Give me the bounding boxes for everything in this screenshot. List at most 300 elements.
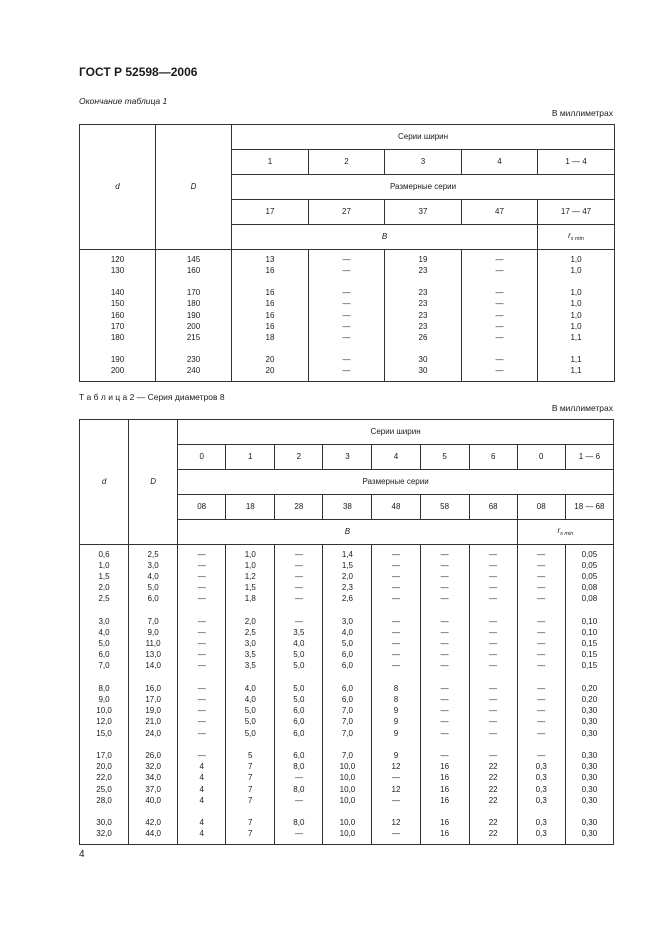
- table-cell: —: [178, 717, 226, 728]
- table-cell: —: [517, 560, 565, 571]
- table-cell: 20: [232, 366, 309, 377]
- table-cell: 5,0: [275, 694, 323, 705]
- table-cell: —: [309, 321, 385, 332]
- spacer-cell: [309, 344, 385, 355]
- table-cell: —: [275, 616, 323, 627]
- table-cell: 9: [372, 728, 420, 739]
- spacer-cell: [156, 344, 232, 355]
- spacer-cell: [309, 377, 385, 382]
- table-row: [80, 650, 614, 661]
- table-cell: 7,0: [323, 750, 372, 761]
- table-row: [80, 254, 615, 265]
- table-cell: 17,0: [129, 694, 178, 705]
- table-cell: 16: [420, 773, 469, 784]
- header-width-value: 1: [232, 150, 309, 175]
- table-cell: 2,3: [323, 583, 372, 594]
- table-cell: —: [469, 594, 517, 605]
- table-cell: 4: [178, 762, 226, 773]
- table-cell: 8: [372, 694, 420, 705]
- table-cell: 2,5: [226, 627, 275, 638]
- header-dimension-value: 38: [323, 495, 372, 520]
- table-row: [80, 560, 614, 571]
- table-cell: 190: [156, 310, 232, 321]
- table-cell: —: [462, 366, 538, 377]
- table-cell: 16: [232, 265, 309, 276]
- header-dimension-value: 68: [469, 495, 517, 520]
- table-cell: 2,0: [80, 583, 129, 594]
- spacer-cell: [275, 672, 323, 683]
- table-cell: 1,0: [538, 310, 615, 321]
- table-cell: 30: [385, 366, 462, 377]
- header-width-series: Серии ширин: [178, 420, 614, 445]
- table-cell: 16,0: [129, 683, 178, 694]
- table-cell: 2,5: [129, 549, 178, 560]
- spacer-cell: [385, 377, 462, 382]
- table-cell: 1,8: [226, 594, 275, 605]
- table-cell: 16: [232, 288, 309, 299]
- header-dimension-value: 28: [275, 495, 323, 520]
- table-cell: 4: [178, 829, 226, 840]
- spacer-cell: [517, 739, 565, 750]
- table-cell: 130: [80, 265, 156, 276]
- table-cell: —: [275, 795, 323, 806]
- table-cell: 10,0: [323, 829, 372, 840]
- table-cell: 4,0: [80, 627, 129, 638]
- table-row: [80, 355, 615, 366]
- header-width-value: 1 — 4: [538, 150, 615, 175]
- spacer-cell: [517, 806, 565, 817]
- spacer-cell: [565, 806, 613, 817]
- table-cell: 18: [232, 332, 309, 343]
- table-cell: 5,0: [226, 706, 275, 717]
- table-row: [80, 332, 615, 343]
- table-cell: 120: [80, 254, 156, 265]
- spacer-cell: [517, 840, 565, 845]
- table-cell: 1,0: [226, 560, 275, 571]
- table-cell: —: [309, 355, 385, 366]
- table-cell: 1,1: [538, 355, 615, 366]
- table-cell: 0,3: [517, 795, 565, 806]
- table-cell: —: [517, 571, 565, 582]
- table-cell: —: [420, 694, 469, 705]
- header-width-value: 2: [309, 150, 385, 175]
- table2-caption: Т а б л и ц а 2 — Серия диаметров 8: [79, 392, 225, 402]
- table-row: [80, 616, 614, 627]
- table-cell: 2,5: [80, 594, 129, 605]
- table-cell: 10,0: [323, 795, 372, 806]
- table-cell: —: [462, 288, 538, 299]
- table-cell: —: [178, 549, 226, 560]
- table-cell: 7,0: [129, 616, 178, 627]
- table-cell: 7: [226, 773, 275, 784]
- table-cell: 25,0: [80, 784, 129, 795]
- table-cell: 16: [420, 762, 469, 773]
- table-cell: —: [517, 650, 565, 661]
- table-cell: —: [469, 694, 517, 705]
- table-cell: —: [420, 560, 469, 571]
- table-cell: —: [517, 694, 565, 705]
- table-cell: 6,0: [323, 650, 372, 661]
- table-cell: 7,0: [323, 706, 372, 717]
- table-cell: 200: [156, 321, 232, 332]
- table-cell: 170: [80, 321, 156, 332]
- table-cell: —: [469, 683, 517, 694]
- table-cell: 19,0: [129, 706, 178, 717]
- table-cell: 3,5: [275, 627, 323, 638]
- header-width-value: 0: [517, 445, 565, 470]
- table-row: [80, 706, 614, 717]
- spacer-cell: [538, 377, 615, 382]
- spacer-cell: [385, 344, 462, 355]
- table-cell: 6,0: [129, 594, 178, 605]
- table-cell: 6,0: [275, 717, 323, 728]
- table-cell: 0,3: [517, 762, 565, 773]
- spacer-cell: [226, 806, 275, 817]
- table-cell: 180: [80, 332, 156, 343]
- table-cell: 20: [232, 355, 309, 366]
- spacer-cell: [178, 605, 226, 616]
- table-cell: 8,0: [275, 762, 323, 773]
- table-cell: —: [372, 829, 420, 840]
- header-dimension-value: 17: [232, 200, 309, 225]
- table-row: [80, 773, 614, 784]
- header-dimension-value: 58: [420, 495, 469, 520]
- table-cell: —: [372, 795, 420, 806]
- table-cell: —: [309, 265, 385, 276]
- table-cell: 22: [469, 773, 517, 784]
- table-cell: 0,30: [565, 829, 613, 840]
- header-dimension-value: 08: [178, 495, 226, 520]
- table-cell: 23: [385, 321, 462, 332]
- table-row: [80, 728, 614, 739]
- table-cell: 145: [156, 254, 232, 265]
- table-cell: 0,6: [80, 549, 129, 560]
- table-cell: 5,0: [275, 683, 323, 694]
- header-dimension-value: 08: [517, 495, 565, 520]
- spacer-cell: [469, 672, 517, 683]
- table-cell: 8,0: [275, 818, 323, 829]
- table-row: [80, 265, 615, 276]
- table-cell: 0,3: [517, 818, 565, 829]
- table-cell: 5: [226, 750, 275, 761]
- table-cell: 0,15: [565, 661, 613, 672]
- header-d: d: [80, 125, 156, 250]
- table-cell: —: [275, 583, 323, 594]
- table-cell: 1,0: [538, 265, 615, 276]
- header-dimension-series: Размерные серии: [178, 470, 614, 495]
- table-cell: 4,0: [129, 571, 178, 582]
- table-cell: 7,0: [80, 661, 129, 672]
- table-cell: —: [372, 627, 420, 638]
- table-cell: 4: [178, 818, 226, 829]
- spacer-cell: [129, 605, 178, 616]
- spacer-cell: [565, 840, 613, 845]
- table-cell: 240: [156, 366, 232, 377]
- spacer-cell: [372, 739, 420, 750]
- table-cell: 16: [232, 299, 309, 310]
- table-cell: 0,30: [565, 762, 613, 773]
- table2: [79, 419, 614, 845]
- table-cell: 3,0: [80, 616, 129, 627]
- table-cell: 12: [372, 818, 420, 829]
- table-cell: —: [275, 773, 323, 784]
- spacer-cell: [178, 672, 226, 683]
- table-cell: 1,0: [226, 549, 275, 560]
- table-cell: —: [517, 639, 565, 650]
- table-cell: —: [517, 594, 565, 605]
- table-cell: 20,0: [80, 762, 129, 773]
- spacer-cell: [80, 806, 129, 817]
- table-row: [80, 661, 614, 672]
- header-dimension-value: 18 — 68: [565, 495, 613, 520]
- table-cell: 32,0: [80, 829, 129, 840]
- table-cell: —: [372, 639, 420, 650]
- header-width-value: 5: [420, 445, 469, 470]
- table-cell: —: [469, 571, 517, 582]
- table-cell: 17,0: [80, 750, 129, 761]
- table-cell: 150: [80, 299, 156, 310]
- table-cell: 40,0: [129, 795, 178, 806]
- header-dimension-value: 47: [462, 200, 538, 225]
- table-cell: —: [469, 650, 517, 661]
- table-cell: 1,0: [538, 299, 615, 310]
- table-cell: —: [517, 717, 565, 728]
- table-cell: —: [517, 706, 565, 717]
- table-cell: 13: [232, 254, 309, 265]
- table-cell: —: [469, 717, 517, 728]
- spacer-cell: [129, 806, 178, 817]
- table-cell: 16: [420, 829, 469, 840]
- spacer-cell: [275, 806, 323, 817]
- table-cell: —: [420, 683, 469, 694]
- table-cell: 9,0: [80, 694, 129, 705]
- spacer-cell: [323, 840, 372, 845]
- table-cell: —: [462, 299, 538, 310]
- table-cell: 0,3: [517, 829, 565, 840]
- spacer-cell: [80, 672, 129, 683]
- table-cell: —: [275, 594, 323, 605]
- table-cell: 2,0: [323, 571, 372, 582]
- spacer-cell: [372, 672, 420, 683]
- table-row: [80, 639, 614, 650]
- table-row: [80, 627, 614, 638]
- spacer-cell: [323, 739, 372, 750]
- table-cell: 0,30: [565, 773, 613, 784]
- table-row: [80, 583, 614, 594]
- spacer-cell: [226, 605, 275, 616]
- table-cell: —: [178, 661, 226, 672]
- table-cell: 12: [372, 784, 420, 795]
- table-cell: 14,0: [129, 661, 178, 672]
- table-cell: 23: [385, 265, 462, 276]
- table-cell: 13,0: [129, 650, 178, 661]
- header-dimension-value: 18: [226, 495, 275, 520]
- table-cell: 7: [226, 818, 275, 829]
- table-cell: —: [309, 310, 385, 321]
- table-cell: 7: [226, 784, 275, 795]
- table-cell: 170: [156, 288, 232, 299]
- table-cell: —: [517, 683, 565, 694]
- table-cell: 0,08: [565, 583, 613, 594]
- spacer-cell: [178, 806, 226, 817]
- table-row: [80, 694, 614, 705]
- table-cell: 1,4: [323, 549, 372, 560]
- table-cell: 7: [226, 795, 275, 806]
- spacer-cell: [129, 739, 178, 750]
- header-dimension-value: 48: [372, 495, 420, 520]
- table-cell: —: [309, 299, 385, 310]
- table-cell: —: [469, 661, 517, 672]
- table-cell: —: [517, 549, 565, 560]
- table-cell: 1,0: [538, 254, 615, 265]
- header-width-value: 0: [178, 445, 226, 470]
- table-cell: 9,0: [129, 627, 178, 638]
- table-cell: —: [178, 627, 226, 638]
- table-cell: —: [178, 750, 226, 761]
- table-cell: —: [178, 571, 226, 582]
- table-cell: 5,0: [275, 650, 323, 661]
- table-cell: —: [372, 560, 420, 571]
- spacer-cell: [420, 840, 469, 845]
- header-width-value: 3: [323, 445, 372, 470]
- table-cell: 0,08: [565, 594, 613, 605]
- table-cell: 160: [156, 265, 232, 276]
- spacer-cell: [323, 672, 372, 683]
- table-cell: —: [462, 310, 538, 321]
- header-D: D: [156, 125, 232, 250]
- table-cell: —: [420, 639, 469, 650]
- header-width-value: 6: [469, 445, 517, 470]
- table-cell: —: [462, 355, 538, 366]
- spacer-cell: [323, 605, 372, 616]
- table-row: [80, 549, 614, 560]
- spacer-cell: [275, 605, 323, 616]
- spacer-cell: [232, 377, 309, 382]
- table-cell: —: [469, 639, 517, 650]
- header-dimension-value: 37: [385, 200, 462, 225]
- table-cell: 16: [420, 795, 469, 806]
- table-row: [80, 717, 614, 728]
- table-cell: 1,1: [538, 366, 615, 377]
- spacer-cell: [565, 739, 613, 750]
- table-cell: 0,30: [565, 795, 613, 806]
- spacer-cell: [469, 739, 517, 750]
- table-cell: —: [178, 683, 226, 694]
- table-cell: —: [372, 773, 420, 784]
- table-cell: 6,0: [275, 750, 323, 761]
- spacer-cell: [420, 739, 469, 750]
- table-cell: 12,0: [80, 717, 129, 728]
- table-cell: 180: [156, 299, 232, 310]
- table-cell: —: [372, 616, 420, 627]
- header-dimension-value: 17 — 47: [538, 200, 615, 225]
- table-cell: 22: [469, 795, 517, 806]
- table-cell: —: [275, 571, 323, 582]
- table-cell: —: [178, 694, 226, 705]
- spacer-cell: [469, 605, 517, 616]
- table-cell: 42,0: [129, 818, 178, 829]
- table-row: [80, 571, 614, 582]
- table-cell: 22,0: [80, 773, 129, 784]
- header-dimension-value: 27: [309, 200, 385, 225]
- table-cell: —: [420, 583, 469, 594]
- table-cell: 22: [469, 762, 517, 773]
- table-cell: —: [517, 583, 565, 594]
- table-cell: 0,3: [517, 773, 565, 784]
- table-cell: 0,05: [565, 549, 613, 560]
- spacer-cell: [565, 605, 613, 616]
- table-cell: —: [420, 616, 469, 627]
- table-cell: 0,30: [565, 717, 613, 728]
- table-cell: —: [420, 661, 469, 672]
- table-cell: 8,0: [275, 784, 323, 795]
- table-cell: 5,0: [80, 639, 129, 650]
- table-cell: —: [178, 616, 226, 627]
- table-cell: —: [178, 560, 226, 571]
- spacer-cell: [80, 739, 129, 750]
- document-title: ГОСТ Р 52598—2006: [79, 65, 198, 79]
- table-cell: 0,30: [565, 784, 613, 795]
- table-cell: —: [372, 549, 420, 560]
- table-cell: —: [309, 366, 385, 377]
- spacer-cell: [156, 377, 232, 382]
- table-cell: 0,30: [565, 706, 613, 717]
- table-cell: 37,0: [129, 784, 178, 795]
- spacer-cell: [538, 344, 615, 355]
- spacer-cell: [226, 739, 275, 750]
- table-cell: —: [420, 750, 469, 761]
- table-row: [80, 829, 614, 840]
- table-cell: —: [469, 616, 517, 627]
- table-cell: 0,15: [565, 639, 613, 650]
- table-row: [80, 288, 615, 299]
- spacer-cell: [372, 840, 420, 845]
- table-cell: 140: [80, 288, 156, 299]
- header-width-value: 4: [462, 150, 538, 175]
- table-cell: 6,0: [323, 694, 372, 705]
- spacer-cell: [420, 672, 469, 683]
- header-width-value: 4: [372, 445, 420, 470]
- spacer-cell: [232, 276, 309, 287]
- table-cell: —: [372, 583, 420, 594]
- table-cell: 16: [420, 818, 469, 829]
- table1-caption: Окончание таблица 1: [79, 96, 168, 106]
- table-cell: 5,0: [226, 728, 275, 739]
- table-cell: 32,0: [129, 762, 178, 773]
- table-cell: 10,0: [80, 706, 129, 717]
- spacer-cell: [323, 806, 372, 817]
- spacer-cell: [129, 840, 178, 845]
- header-dimension-series: Размерные серии: [232, 175, 615, 200]
- spacer-cell: [462, 377, 538, 382]
- header-width-value: 1: [226, 445, 275, 470]
- table-cell: 4: [178, 795, 226, 806]
- spacer-cell: [232, 344, 309, 355]
- spacer-cell: [462, 344, 538, 355]
- table-cell: 1,2: [226, 571, 275, 582]
- spacer-cell: [156, 276, 232, 287]
- table-cell: 4,0: [226, 683, 275, 694]
- header-D: D: [129, 420, 178, 545]
- header-width-value: 3: [385, 150, 462, 175]
- table-cell: —: [469, 728, 517, 739]
- table-cell: 5,0: [323, 639, 372, 650]
- table1-units: В миллиметрах: [551, 108, 613, 118]
- table-cell: —: [420, 594, 469, 605]
- table-cell: 16: [232, 310, 309, 321]
- table-cell: —: [462, 321, 538, 332]
- table-row: [80, 321, 615, 332]
